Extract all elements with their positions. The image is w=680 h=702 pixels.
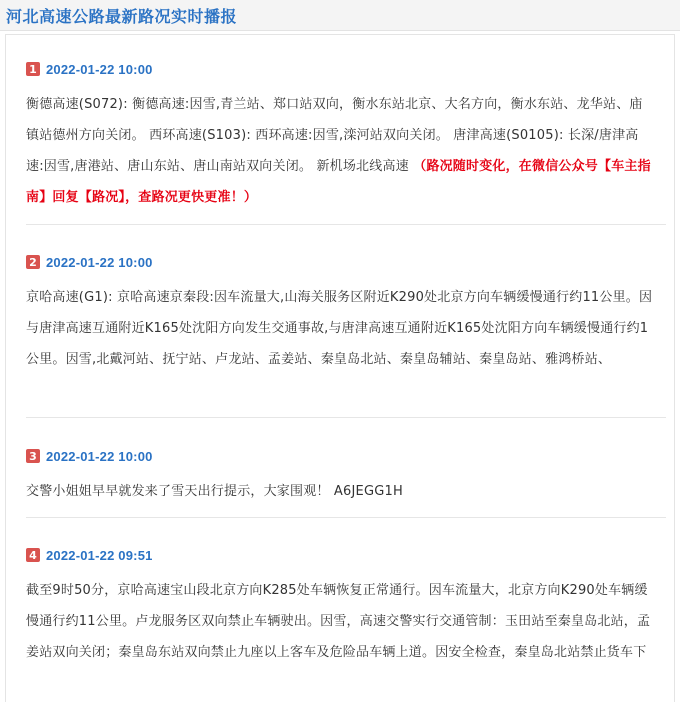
entry-text (26, 575, 654, 668)
entry-header (26, 446, 654, 466)
entry-number-badge: 4 (26, 548, 40, 562)
entry-highlight-notice: （路况随时变化，在微信公众号【车主指南】回复【路况】，查路况更快更准！） (26, 159, 651, 205)
entry-timestamp: 2022-01-22 10:00 (46, 448, 153, 464)
entry-number-badge: 1 (26, 62, 40, 76)
entry-text (26, 476, 654, 507)
entry-content: 交警小姐姐早早就发来了雪天出行提示，大家围观！ A6JEGG1H (26, 484, 403, 499)
entry-content: 京哈高速(G1): 京哈高速京秦段:因车流量大,山海关服务区附近K290处北京方向车辆缓慢通行约11公里。因与唐津高速互通附近K165处沈阳方向发生交通事故,与唐津高速互通附近K165处沈阳方向车辆缓慢通行约1公里。因雪,北戴河站、抚宁站、卢龙站、孟姜站、秦皇岛北站、秦皇岛辅站、秦皇岛站、雅鸿桥站、 (26, 290, 653, 367)
entry-divider (26, 517, 666, 518)
entry-number-badge: 2 (26, 255, 40, 269)
entry-content: 截至9时50分，京哈高速宝山段北京方向K285处车辆恢复正常通行。因车流量大，北京方向K290处车辆缓慢通行约11公里。卢龙服务区双向禁止车辆驶出。因雪，高速交警实行交通管制：玉田站至秦皇岛北站，孟姜站双向关闭；秦皇岛东站双向禁止九座以上客车及危险品车辆上道。因安全检查，秦皇岛北站禁止货车下 (26, 583, 651, 660)
entry-divider (26, 224, 666, 225)
report-entry (26, 545, 654, 668)
entry-timestamp: 2022-01-22 09:51 (46, 547, 153, 563)
report-entry (26, 59, 654, 213)
report-entry (26, 252, 654, 375)
entry-text (26, 89, 654, 213)
entry-header (26, 59, 654, 79)
entry-header (26, 252, 654, 272)
page-title: 河北高速公路最新路况实时播报 (6, 6, 238, 26)
header-bar (0, 0, 680, 31)
entry-content: 衡德高速(S072): 衡德高速:因雪,青兰站、郑口站双向，衡水东站北京、大名方向，衡水东站、龙华站、庙镇站德州方向关闭。 西环高速(S103): 西环高速:因雪,滦河站双向关闭。 唐津高速(S0105): 长深/唐津高速:因雪,唐港站、唐山东站、唐山南站双向关闭。 新机场北线高速 (26, 97, 643, 174)
entry-timestamp: 2022-01-22 10:00 (46, 61, 153, 77)
entry-header (26, 545, 654, 565)
entry-timestamp: 2022-01-22 10:00 (46, 254, 153, 270)
traffic-report-card (5, 34, 675, 702)
entry-number-badge: 3 (26, 449, 40, 463)
entry-text (26, 282, 654, 375)
entry-divider (26, 417, 666, 418)
report-entry (26, 446, 654, 507)
